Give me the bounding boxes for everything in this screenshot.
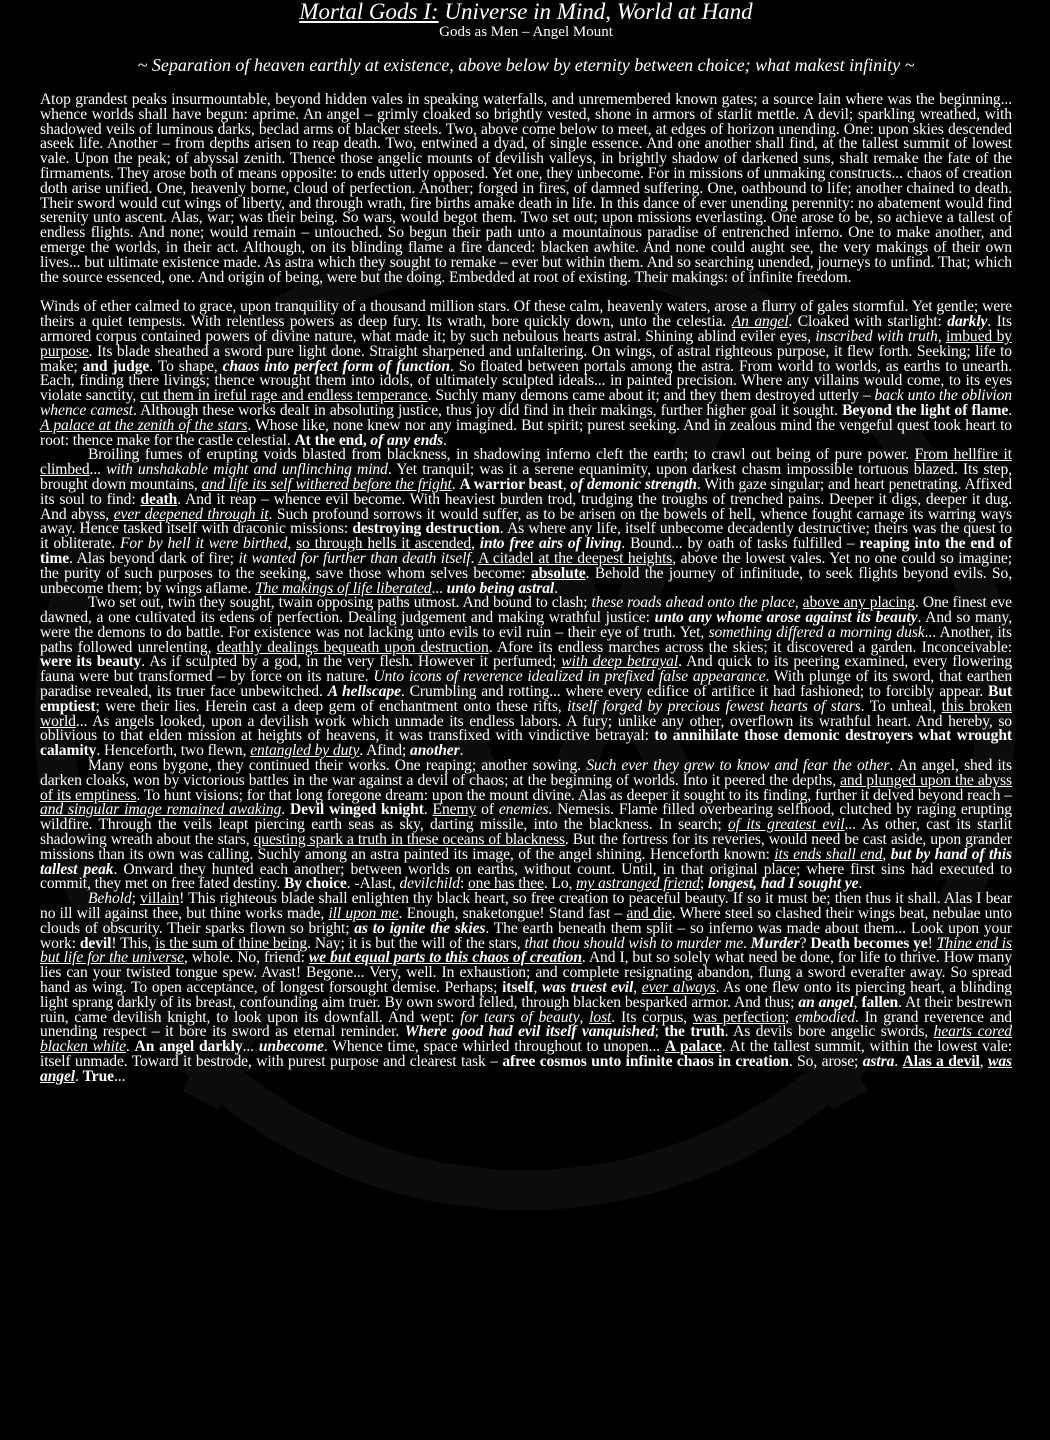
text-run: , — [882, 845, 891, 863]
emphasized-text: devil — [79, 934, 112, 952]
emphasized-text: villain — [140, 890, 180, 908]
text-run: ... Another, its paths followed unrelenting, — [40, 623, 1012, 656]
text-run: ... — [242, 1038, 259, 1056]
emphasized-text: an angel — [798, 993, 854, 1011]
emphasized-text: unto being astral — [446, 579, 555, 597]
emphasized-text: these roads ahead onto the place — [591, 594, 795, 612]
emphasized-text: of demonic strength — [570, 475, 697, 493]
emphasized-text: afree cosmos unto infinite chaos in creation — [502, 1053, 789, 1070]
emphasized-text: From hellfire it climbed — [40, 446, 1012, 479]
emphasized-text: A hellscape — [327, 683, 401, 701]
emphasized-text: entangled by duty — [250, 742, 360, 760]
text-run: , — [533, 979, 543, 997]
emphasized-text: as to ignite the skies — [354, 919, 486, 937]
text-run: . — [451, 475, 460, 493]
text-run: . As if sculpted by a god, in the very flesh. However it perfumed; — [141, 653, 562, 671]
text-run: ... As angels looked, upon a devilish work which unmade its endless labors. A fury; unlike any other, overflown its wrathful heart. And hereby, so oblivious to that elden mission at heights of heavens, it was transfixed with vindictive betrayal: — [40, 712, 1012, 745]
text-run: . And I, but so solely what need be done, for life to thrive. How many lies can your twisted tongue spew. Avast! Begone... Very, well. In exhaustion; and complete resignating abandon, flung a sword everafter away. So spread hand as wing. To open acceptance, of longest forsought demise. Perhaps; — [40, 949, 1013, 997]
emphasized-text: An angel darkly — [134, 1038, 243, 1056]
emphasized-text: that thou should wish to murder me — [524, 934, 744, 952]
text-run: . Its blade sheathed a sword pure light done. Straight sharpened and unfaltering. On wings, of astral righteous purpose, it flew forth. Seeking; life to make; — [40, 342, 1012, 375]
text-run: , — [287, 535, 297, 553]
text-run: . Alas beyond dark of fire; — [69, 549, 239, 567]
title-series: Mortal Gods I: — [299, 0, 439, 24]
text-run: . Crumbling and rotting... where every edifice of artifice it had fashioned; to forcibly appear. — [400, 683, 989, 701]
text-run: . With gaze singular; and heart penetrating. Affixed its soul to find: — [40, 475, 1012, 508]
emphasized-text: deathly dealings bequeath upon destruction — [216, 638, 489, 656]
emphasized-text: and singular image remained awaking — [40, 801, 282, 819]
document-page — [40, 0, 1012, 1085]
emphasized-text: and die — [626, 905, 672, 923]
emphasized-text: ill upon me — [328, 905, 399, 923]
emphasized-text: and plunged upon the abyss of its emptiness — [40, 771, 1012, 804]
emphasized-text: embodied — [795, 1008, 855, 1026]
text-run: . Its armored corpus contained powers of divine nature, what made it; by such nebulous hearts astral. Shining ablind eviler eyes, — [40, 313, 1012, 345]
text-run: . To unheal, — [860, 697, 942, 715]
emphasized-text: Behold — [88, 890, 132, 908]
emphasized-text: The makings of life liberated — [255, 579, 432, 597]
emphasized-text: An angel — [731, 313, 789, 331]
text-run: ; — [784, 1008, 796, 1026]
story-paragraph — [40, 93, 1012, 285]
text-run: , — [579, 1008, 590, 1026]
emphasized-text: of its greatest evil — [727, 816, 845, 834]
emphasized-text: something differed a morning dusk — [708, 623, 925, 641]
text-run: Broiling fumes of erupting voids blasted from blackness, in shadowing inferno cleft the earth; to crawl out being of pure power. — [88, 446, 915, 464]
text-run: . Henceforth, two flewn, — [96, 742, 251, 760]
text-run: Many eons bygone, they continued their works. One reaping; another sowing. — [88, 757, 587, 775]
text-run: Atop grandest peaks insurmountable, beyond hidden vales in speaking waterfalls, and unremembered known gates; a source lain where was the beginning... whence worlds shall have begun: aprime. An angel – grimly cloaked so brightly vested, shone in armors of starlit mettle. A devil; sparkling wreathed, with shadowed veils of luminous darks, beclad arms of blacker steels. Two, above come below to meet, at edges of horizon unending. One: upon skies descended aseek life. Another – from depths arisen to reap death. Two, entwined a dyad, of single essence. And one another shall find, at the tallest summit of lowest vale. Upon the peak; of abyssal zenith. Thence those angelic mounts of devilish valleys, in brightly shadow of darkened suns, shalt remake the fate of the firmaments. They arose both of means opposite: to ends utterly opposed. Yet one, they unbecome. For in missions of unmaking constructs... chaos of creation doth arise unified. One, heavenly borne, cloud of perfection. Another; forged in fires, of damned suffering. One, oathbound to life; another chained to death. Their sword would cut wings of liberty, and through wrath, fire births amake death in life. In this dance of ever unending perennity: no abatement would find serenity unto ascent. Alas, war; was their being. So wars, would begot them. Two set out; upon missions everlasting. One arose to be, so achieve a tallest of endless flights. And none; would remain – untouched. So begun their path unto a mountainous paradise of entrenched inferno. One to make another, and emerge the worlds, in their act. Although, on its blinding flame a fire danced: blacken awhite. And none could aught see, the very makings of their own lives... but ultimate existence made. As astra which they sought to remake – ever but within them. And so searching unended, journeys to unfind. That; which the source essenced, one. And origin of being, were but the doing. Embedded at root of existing. Their makings: of infinite freedom. — [40, 91, 1012, 286]
text-run: , — [471, 535, 480, 553]
text-run: . Bound... by oath of tasks fulfilled – — [621, 535, 860, 553]
text-run: , — [633, 979, 642, 997]
emphasized-text: its ends shall end — [774, 845, 883, 863]
text-run: . Although these works dealt in absoluting justice, thus joy did find in their makings, further higher goal it sought. — [133, 401, 843, 419]
text-run: ... — [431, 579, 447, 597]
emphasized-text: A palace at the zenith of the stars — [40, 416, 248, 434]
emphasized-text: we but equal parts to this chaos of creation — [308, 949, 582, 967]
text-run: . And so many, were the demons to do battle. For existence was not lacking unto evils to evil ruin – their eye of truth. Yet, — [40, 609, 1012, 641]
text-run: Two set out, twin they sought, twain opposing paths utmost. And bound to clash; — [88, 594, 592, 612]
emphasized-text: But emptiest — [40, 683, 1012, 715]
text-run: . As where any life, itself unbecome decadently destructive; theirs was the quest to it obliterate. — [40, 520, 1012, 553]
text-run: . But the fortress for its reveries, would need be cast aside, upon grander missions than its own was calling. Suchly among an astra painted its image, of the angel shining. Henceforth known: — [40, 831, 1012, 863]
text-run: . — [125, 1038, 135, 1056]
emphasized-text: lost — [589, 1008, 612, 1026]
text-run: . — [75, 1067, 83, 1085]
text-run: . Whence time, space whirled throughout to unopen... — [323, 1038, 665, 1056]
text-run: . To shape, — [149, 357, 223, 375]
emphasized-text: back unto the oblivion whence camest — [40, 387, 1012, 419]
text-run: . — [281, 801, 290, 819]
text-run: . As one flew onto its piercing heart, a blinding light sprang darkly of its breast, confounding aim truer. By own sword felled, through blacken besparked armor. And thus; — [40, 979, 1013, 1011]
emphasized-text: chaos into perfect form of function — [222, 357, 450, 375]
text-run: , — [794, 594, 803, 612]
emphasized-text: Death becomes ye — [810, 934, 928, 952]
emphasized-text: imbued by purpose — [40, 327, 1012, 360]
text-run: . To hunt visions; for that long foregone dream: upon the mount divine. Alas as deeper it sought to its finding, further it delved beyond reach – — [136, 786, 1012, 804]
text-run: . An angel, shed its darken cloaks, won by victorious battles in the war against a devil of chaos; at the beginning of worlds. Into it peered the depths, — [40, 757, 1012, 789]
emphasized-text: inscribed with truth — [815, 327, 938, 345]
emphasized-text: is the sum of thine being — [155, 934, 308, 952]
emphasized-text: hearts cored blacken white — [40, 1023, 1013, 1056]
emphasized-text: and life its self withered before the fright — [201, 475, 452, 493]
emphasized-text: so through hells it ascended — [296, 535, 472, 553]
text-run: . — [423, 801, 433, 819]
emphasized-text: destroying destruction — [352, 520, 500, 538]
text-run: . -Alast, — [346, 875, 400, 893]
text-run: . So, arose; — [788, 1053, 863, 1070]
title-name: Universe in Mind, World at Hand — [444, 0, 753, 24]
emphasized-text: enemies — [498, 801, 549, 819]
emphasized-text: one has thee — [467, 875, 544, 893]
emphasized-text: longest, had I sought ye — [707, 875, 859, 893]
emphasized-text: was truest evil — [542, 979, 634, 997]
text-run: ! This righteous blade shall enlighten thy black heart, so free creation to peaceful beauty. If so it must be; then thus it shall. Alas I bear no ill will against thee, but thine works made, — [40, 890, 1012, 923]
emphasized-text: it wanted for further than death itself — [238, 549, 471, 567]
emphasized-text: the truth — [664, 1023, 725, 1041]
text-run: . — [1008, 401, 1012, 419]
text-run: . With plunge of its sword, that earthen paradise revealed, its truer face unbewitched. — [40, 668, 1013, 701]
emphasized-text: astra — [862, 1053, 895, 1070]
text-run: . Where steel so clashed their wings beat, nebulae unto clouds of obscurity. Their sparks flown so bright; — [40, 905, 1013, 937]
text-run: . Afind; — [359, 742, 411, 760]
emphasized-text: Such ever they grew to know and fear the other — [586, 757, 890, 775]
text-run: . And it reap – whence evil become. With heaviest burden trod, trudging the troughs of trenched pains. Deeper it digs, deeper it dug. And abyss, — [40, 490, 1013, 523]
text-run: ; — [654, 1023, 665, 1041]
text-run: . And quick to its peering examined, every flowering fauna were but transformed – by force on its nature. — [40, 653, 1013, 686]
text-run: . Suchly many demons came about it; and they them destroyed utterly – — [427, 387, 875, 405]
text-run: . Enough, snaketongue! Stand fast – — [398, 905, 627, 923]
emphasized-text: with unshakable might and unflinching mind — [106, 461, 388, 479]
emphasized-text: into free airs of living — [479, 535, 622, 553]
emphasized-text: Thine end is but life for the universe — [40, 934, 1012, 967]
emphasized-text: Devil winged knight — [290, 801, 424, 819]
text-run: . Whose like, none knew nor any imagined. But spirit; purest seeking. And in zealous mind the vengeful quest took heart to root: thence make for the castle celestial. — [40, 416, 1012, 449]
emphasized-text: darkly — [947, 313, 988, 331]
text-run: , whole. No, friend: — [183, 949, 309, 967]
text-run: ; — [131, 890, 141, 908]
emphasized-text: By choice — [283, 875, 347, 893]
text-run: . — [894, 1053, 903, 1070]
emphasized-text: At the end, — [294, 431, 371, 449]
emphasized-text: with deep betrayal — [561, 653, 679, 671]
emphasized-text: fallen — [861, 993, 899, 1011]
text-run: . Its corpus, — [611, 1008, 693, 1026]
emphasized-text: Beyond the light of flame — [842, 401, 1009, 419]
text-run: . — [459, 742, 464, 760]
text-run: . — [442, 431, 447, 449]
emphasized-text: Unto icons of reverence idealized in prefixed false appearance — [373, 668, 766, 686]
text-run: . — [743, 934, 751, 952]
emphasized-text: of any ends — [370, 431, 443, 449]
text-run: . Afore its endless marches across the skies; it discovered a garden. Inconceivable: — [488, 638, 1012, 656]
story-text — [40, 93, 1012, 1085]
emphasized-text: absolute — [530, 564, 586, 582]
emphasized-text: for tears of beauty — [460, 1008, 580, 1026]
text-run: . Lo, — [543, 875, 577, 893]
text-run: . — [554, 579, 558, 597]
emphasized-text: but by hand of this tallest peak — [40, 845, 1012, 878]
text-run: . Cloaked with starlight: — [788, 313, 948, 331]
emphasized-text: unto any whome arose against its beauty — [654, 609, 918, 627]
emphasized-text: were its beauty — [40, 653, 142, 671]
text-run: . Onward they hunted each another; between worlds on earths, without count. Until, in that original place; where first sins had executed to commit, they met on free fated destiny. — [40, 860, 1012, 893]
text-run: , — [937, 327, 946, 345]
emphasized-text: cut them in ireful rage and endless temperance — [140, 387, 428, 405]
emphasized-text: itself — [502, 979, 534, 997]
text-run: . Nemesis. Flame filled overbearing selfhood, clutched by raging erupting wildfire. Through the veils leapt piercing earth seas as sky, darting missile, into the blackness. In search; — [40, 801, 1012, 834]
text-run: ; — [699, 875, 708, 893]
text-run: . The earth beneath them split – so inferno was made about them... Look upon your work: — [40, 919, 1013, 952]
emphasized-text: unbecome — [258, 1038, 324, 1056]
emphasized-text: A warrior beast — [459, 475, 563, 493]
text-run: ; were their lies. Herein cast a deep gem of enchantment onto these rifts, — [95, 697, 568, 715]
text-run: ! This, — [111, 934, 156, 952]
story-paragraph — [40, 448, 1012, 596]
emphasized-text: True — [82, 1067, 114, 1085]
text-run: , — [979, 1053, 989, 1070]
text-run: . Behold the journey of infinitude, to seek flights beyond evils. So, unbecome them; by wings aflame. — [40, 564, 1012, 597]
emphasized-text: was perfection — [692, 1008, 785, 1026]
text-run: ... — [89, 461, 107, 479]
text-run: ! — [927, 934, 937, 952]
emphasized-text: For by hell it were birthed — [120, 535, 288, 553]
emphasized-text: was angel — [40, 1053, 1012, 1085]
text-run: . At the tallest summit, within the lowest vale: itself unmade. Toward it bestrode, with purest purpose and clearest task – — [40, 1038, 1012, 1070]
emphasized-text: ever always — [641, 979, 716, 997]
text-run: , — [853, 993, 862, 1011]
emphasized-text: ever deepened through it — [113, 505, 269, 523]
text-run: : — [459, 875, 468, 893]
text-run: . In grand reverence and unending respect – it bore its sword as eternal reminder. — [40, 1008, 1012, 1041]
text-run: . As devils bore angelic swords, — [724, 1023, 934, 1041]
emphasized-text: A palace — [664, 1038, 722, 1056]
text-run: Winds of ether calmed to grace, upon tranquility of a thousand million stars. Of these calm, heavenly waters, arose a flurry of gales stormful. Yet gentle; were theirs a quiet tempests. With relentless powers as deep fury. Its wrath, bore quickly down, unto the celestia. — [40, 298, 1012, 331]
emphasized-text: and judge — [82, 357, 150, 375]
emphasized-text: my astranged friend — [576, 875, 700, 893]
text-run: , — [562, 475, 571, 493]
text-run: . So floated between portals among the astra. From world to worlds, as earths to unearth. Each, finding there livings; thence wrought them into idols, of ultimately sculpted ideals... in painted precision. Where any villains would come, to its eyes violate sanctity, — [40, 357, 1013, 405]
text-run: . One finest eve dawned, a one cultivated its edens of perfection. Dealing judgement and making wrathful justice: — [40, 594, 1012, 627]
emphasized-text: reaping into the end of time — [40, 535, 1013, 567]
text-run: . — [470, 549, 479, 567]
page-title — [40, 0, 1012, 24]
text-run: , above the lowest vales. Yet no one could so imagine; the purity of such purposes to the seeking, save those whom selves become: — [40, 549, 1012, 582]
emphasized-text: itself forged by precious fewest hearts of stars — [567, 697, 861, 715]
emphasized-text: Alas a devil — [902, 1053, 980, 1070]
story-paragraph — [40, 759, 1012, 892]
emphasized-text: to annihilate those demonic destroyers what wrought calamity — [40, 727, 1012, 760]
emphasized-text: above any placing — [802, 594, 915, 612]
emphasized-text: Murder — [750, 934, 800, 952]
text-run: ... — [114, 1067, 126, 1085]
emphasized-text: Where good had evil itself vanquished — [404, 1023, 655, 1041]
text-run: . Nay; it is but the will of the stars, — [307, 934, 525, 952]
text-run: . At their bestrewn ruin, came devilish knight, to look upon its downfall. And wept: — [40, 993, 1012, 1026]
text-run: . — [858, 875, 863, 893]
emphasized-text: A citadel at the deepest heights — [478, 549, 673, 567]
emphasized-text: devilchild — [399, 875, 460, 893]
text-run: ? — [799, 934, 811, 952]
emphasized-text: this broken world — [40, 697, 1012, 730]
emphasized-text: questing spark a truth in these oceans of blackness — [253, 831, 565, 849]
emphasized-text: death — [140, 490, 178, 508]
text-run: ... As other, cast its starlit shadowing wreath about the stars, — [40, 816, 1012, 849]
story-paragraph — [40, 596, 1012, 759]
story-paragraph — [40, 300, 1012, 448]
text-run: . Such profound sorrows it would suffer, as to be arisen on the bowels of hell, whence fought carnage its warring ways away. Hence tasked itself with draconic missions: — [40, 505, 1012, 538]
epigraph: ~ Separation of heaven earthly at existence, above below by eternity between choice; what makest infinity ~ — [137, 55, 915, 75]
page-subtitle: Gods as Men – Angel Mount — [439, 24, 613, 40]
text-run: . Yet tranquil; was it a serene equanimity, upon darkest chasm impossible tortuous blazed. Its step, brought down mountains, — [40, 461, 1012, 493]
emphasized-text: Enemy — [432, 801, 477, 819]
story-paragraph — [40, 892, 1012, 1084]
text-run: of — [476, 801, 499, 819]
emphasized-text: another — [410, 742, 460, 760]
